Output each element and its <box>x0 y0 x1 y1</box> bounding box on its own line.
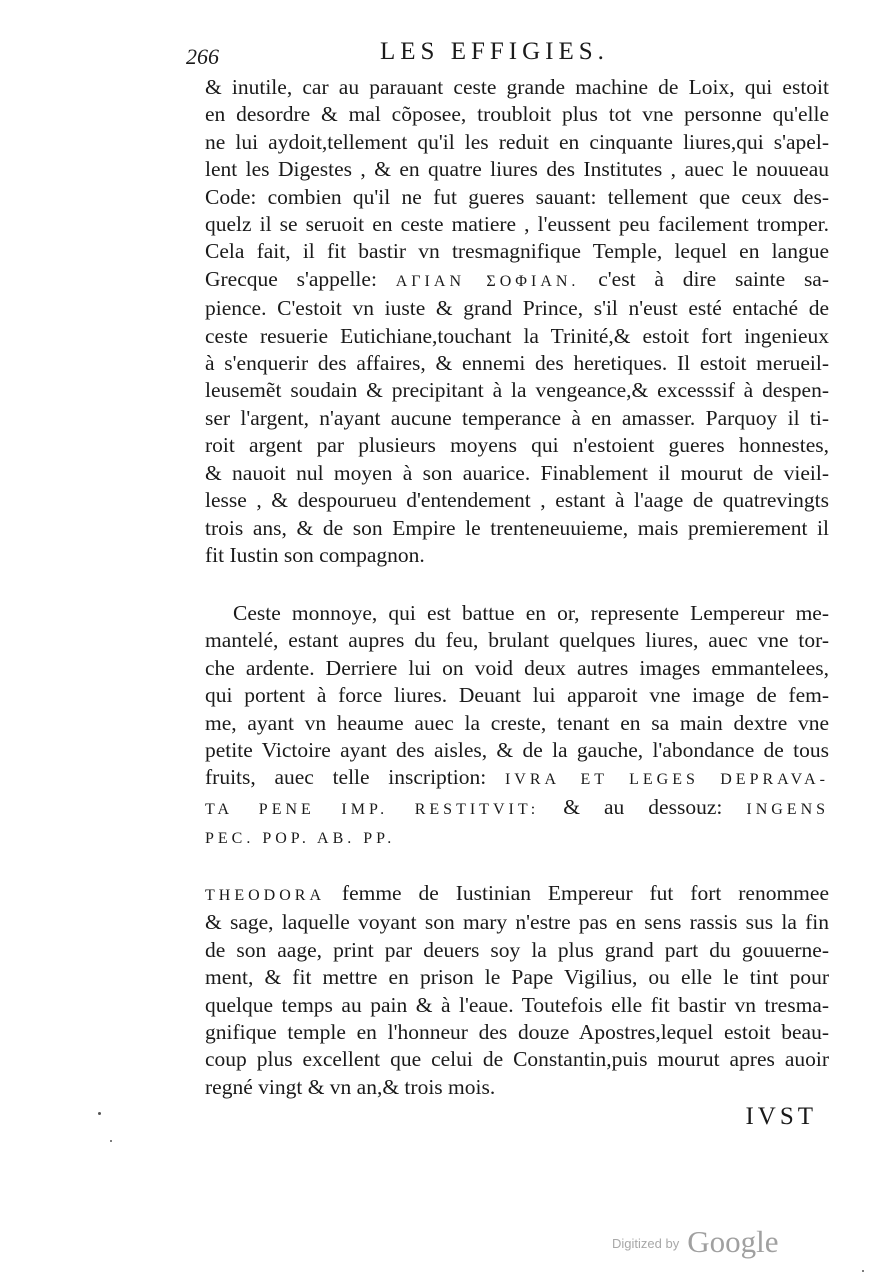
google-logo: Google <box>687 1224 779 1259</box>
paragraph-theodora <box>205 880 829 1101</box>
text-line: quelz il se seruoit en ceste matiere , l'eussent peu facilement tromper. <box>205 212 829 237</box>
text-line: regné vingt & vn an,& trois mois. <box>205 1074 496 1099</box>
text-line: ne lui aydoit,tellement qu'il les reduit en cinquante liures,qui s'apel- <box>205 129 829 154</box>
text-line: qui portent à force liures. Deuant lui apparoit vne image de fem- <box>205 683 829 708</box>
text-line: Cela fait, il fit bastir vn tresmagnifique Temple, lequel en langue <box>205 239 829 264</box>
text-line: & inutile, car au parauant ceste grande machine de Loix, qui estoit <box>205 75 829 99</box>
coin-inscription: IVRA ET LEGES DEPRAVA- <box>504 771 830 789</box>
text-line: en desordre & mal cõposee, troubloit plus tot vne personne qu'elle <box>205 102 829 127</box>
text-line-inscription <box>205 764 829 793</box>
catchword: IVST <box>745 1103 817 1130</box>
text-line: mantelé, estant aupres du feu, brulant quelques liures, auec vne tor- <box>205 628 829 653</box>
coin-inscription: INGENS <box>746 800 830 818</box>
text-line: pience. C'estoit vn iuste & grand Prince, s'il n'eust esté entaché de <box>205 296 829 321</box>
paragraph-coin <box>205 600 829 853</box>
text-segment: fruits, auec telle inscription: <box>205 765 487 790</box>
text-line: de son aage, print par deuers soy la plus grand part du gouuerne- <box>205 937 829 962</box>
text-segment: c'est à dire sainte sa- <box>598 266 830 291</box>
paper-speck <box>98 1112 101 1115</box>
paper-speck <box>110 1140 112 1142</box>
coin-inscription: PEC. POP. AB. PP. <box>205 830 396 848</box>
text-line: fit Iustin son compagnon. <box>205 542 425 567</box>
text-line: roit argent par plusieurs moyens qui n'estoient gueres honnestes, <box>205 433 829 458</box>
text-segment: Grecque s'appelle: <box>205 266 377 291</box>
text-line: & nauoit nul moyen à son auarice. Finablement il mourut de vieil- <box>205 460 829 485</box>
text-line: trois ans, & de son Empire le trenteneuuieme, mais premierement il <box>205 515 829 540</box>
text-line: & sage, laquelle voyant son mary n'estre pas en sens rassis sus la fin <box>205 910 829 935</box>
text-line: à s'enquerir des affaires, & ennemi des heretiques. Il estoit merueil- <box>205 351 829 376</box>
text-line: leusemẽt soudain & precipitant à la vengeance,& excesssif à despen- <box>205 378 829 403</box>
text-line: ser l'argent, n'ayant aucune temperance à en amasser. Parquoy il ti- <box>205 405 829 430</box>
greek-inscription: ΑΓΙΑΝ ΣΟΦΙΑΝ. <box>395 272 580 290</box>
text-line: ceste resuerie Eutichiane,touchant la Trinité,& estoit fort ingenieux <box>205 323 829 348</box>
text-line: quelque temps au pain & à l'eaue. Toutefois elle fit bastir vn tresma- <box>205 992 829 1017</box>
name-theodora: THEODORA <box>205 887 325 904</box>
digitized-watermark <box>612 1224 778 1260</box>
paragraph-justinian <box>205 74 829 569</box>
text-segment: femme de Iustinian Empereur fut fort renommee <box>341 881 829 905</box>
coin-inscription: TA PENE IMP. RESTITVIT: <box>205 800 540 818</box>
text-line: lent les Digestes , & en quatre liures des Institutes , auec le nouueau <box>205 157 829 182</box>
text-line: Code: combien qu'il ne fut gueres sauant: tellement que ceux des- <box>205 184 829 209</box>
text-line: lesse , & despourueu d'entendement , estant à l'aage de quatrevingts <box>205 488 829 513</box>
text-line-lead <box>205 880 829 909</box>
text-line-inscription <box>205 794 829 823</box>
text-line-greek <box>205 266 829 295</box>
text-line: me, ayant vn heaume auec la creste, tenant en sa main dextre vne <box>205 710 829 735</box>
text-line: petite Victoire ayant des aisles, & de la gauche, l'abondance de tous <box>205 738 829 763</box>
text-line: ment, & fit mettre en prison le Pape Vigilius, ou elle le tint pour <box>205 965 829 990</box>
text-line: Ceste monnoye, qui est battue en or, represente Lempereur me- <box>233 601 829 625</box>
text-line: coup plus excellent que celui de Constantin,puis mourut apres auoir <box>205 1047 829 1072</box>
text-line: gnifique temple en l'honneur des douze Apostres,lequel estoit beau- <box>205 1020 829 1045</box>
text-line-inscription <box>205 823 829 852</box>
watermark-prefix: Digitized by <box>612 1236 680 1251</box>
text-line: che ardente. Derriere lui on void deux autres images emmantelees, <box>205 655 829 680</box>
page-number: 266 <box>186 44 219 69</box>
text-segment: & au dessouz: <box>563 794 723 819</box>
running-head: LES EFFIGIES. <box>380 38 609 65</box>
paper-speck <box>862 1270 864 1272</box>
